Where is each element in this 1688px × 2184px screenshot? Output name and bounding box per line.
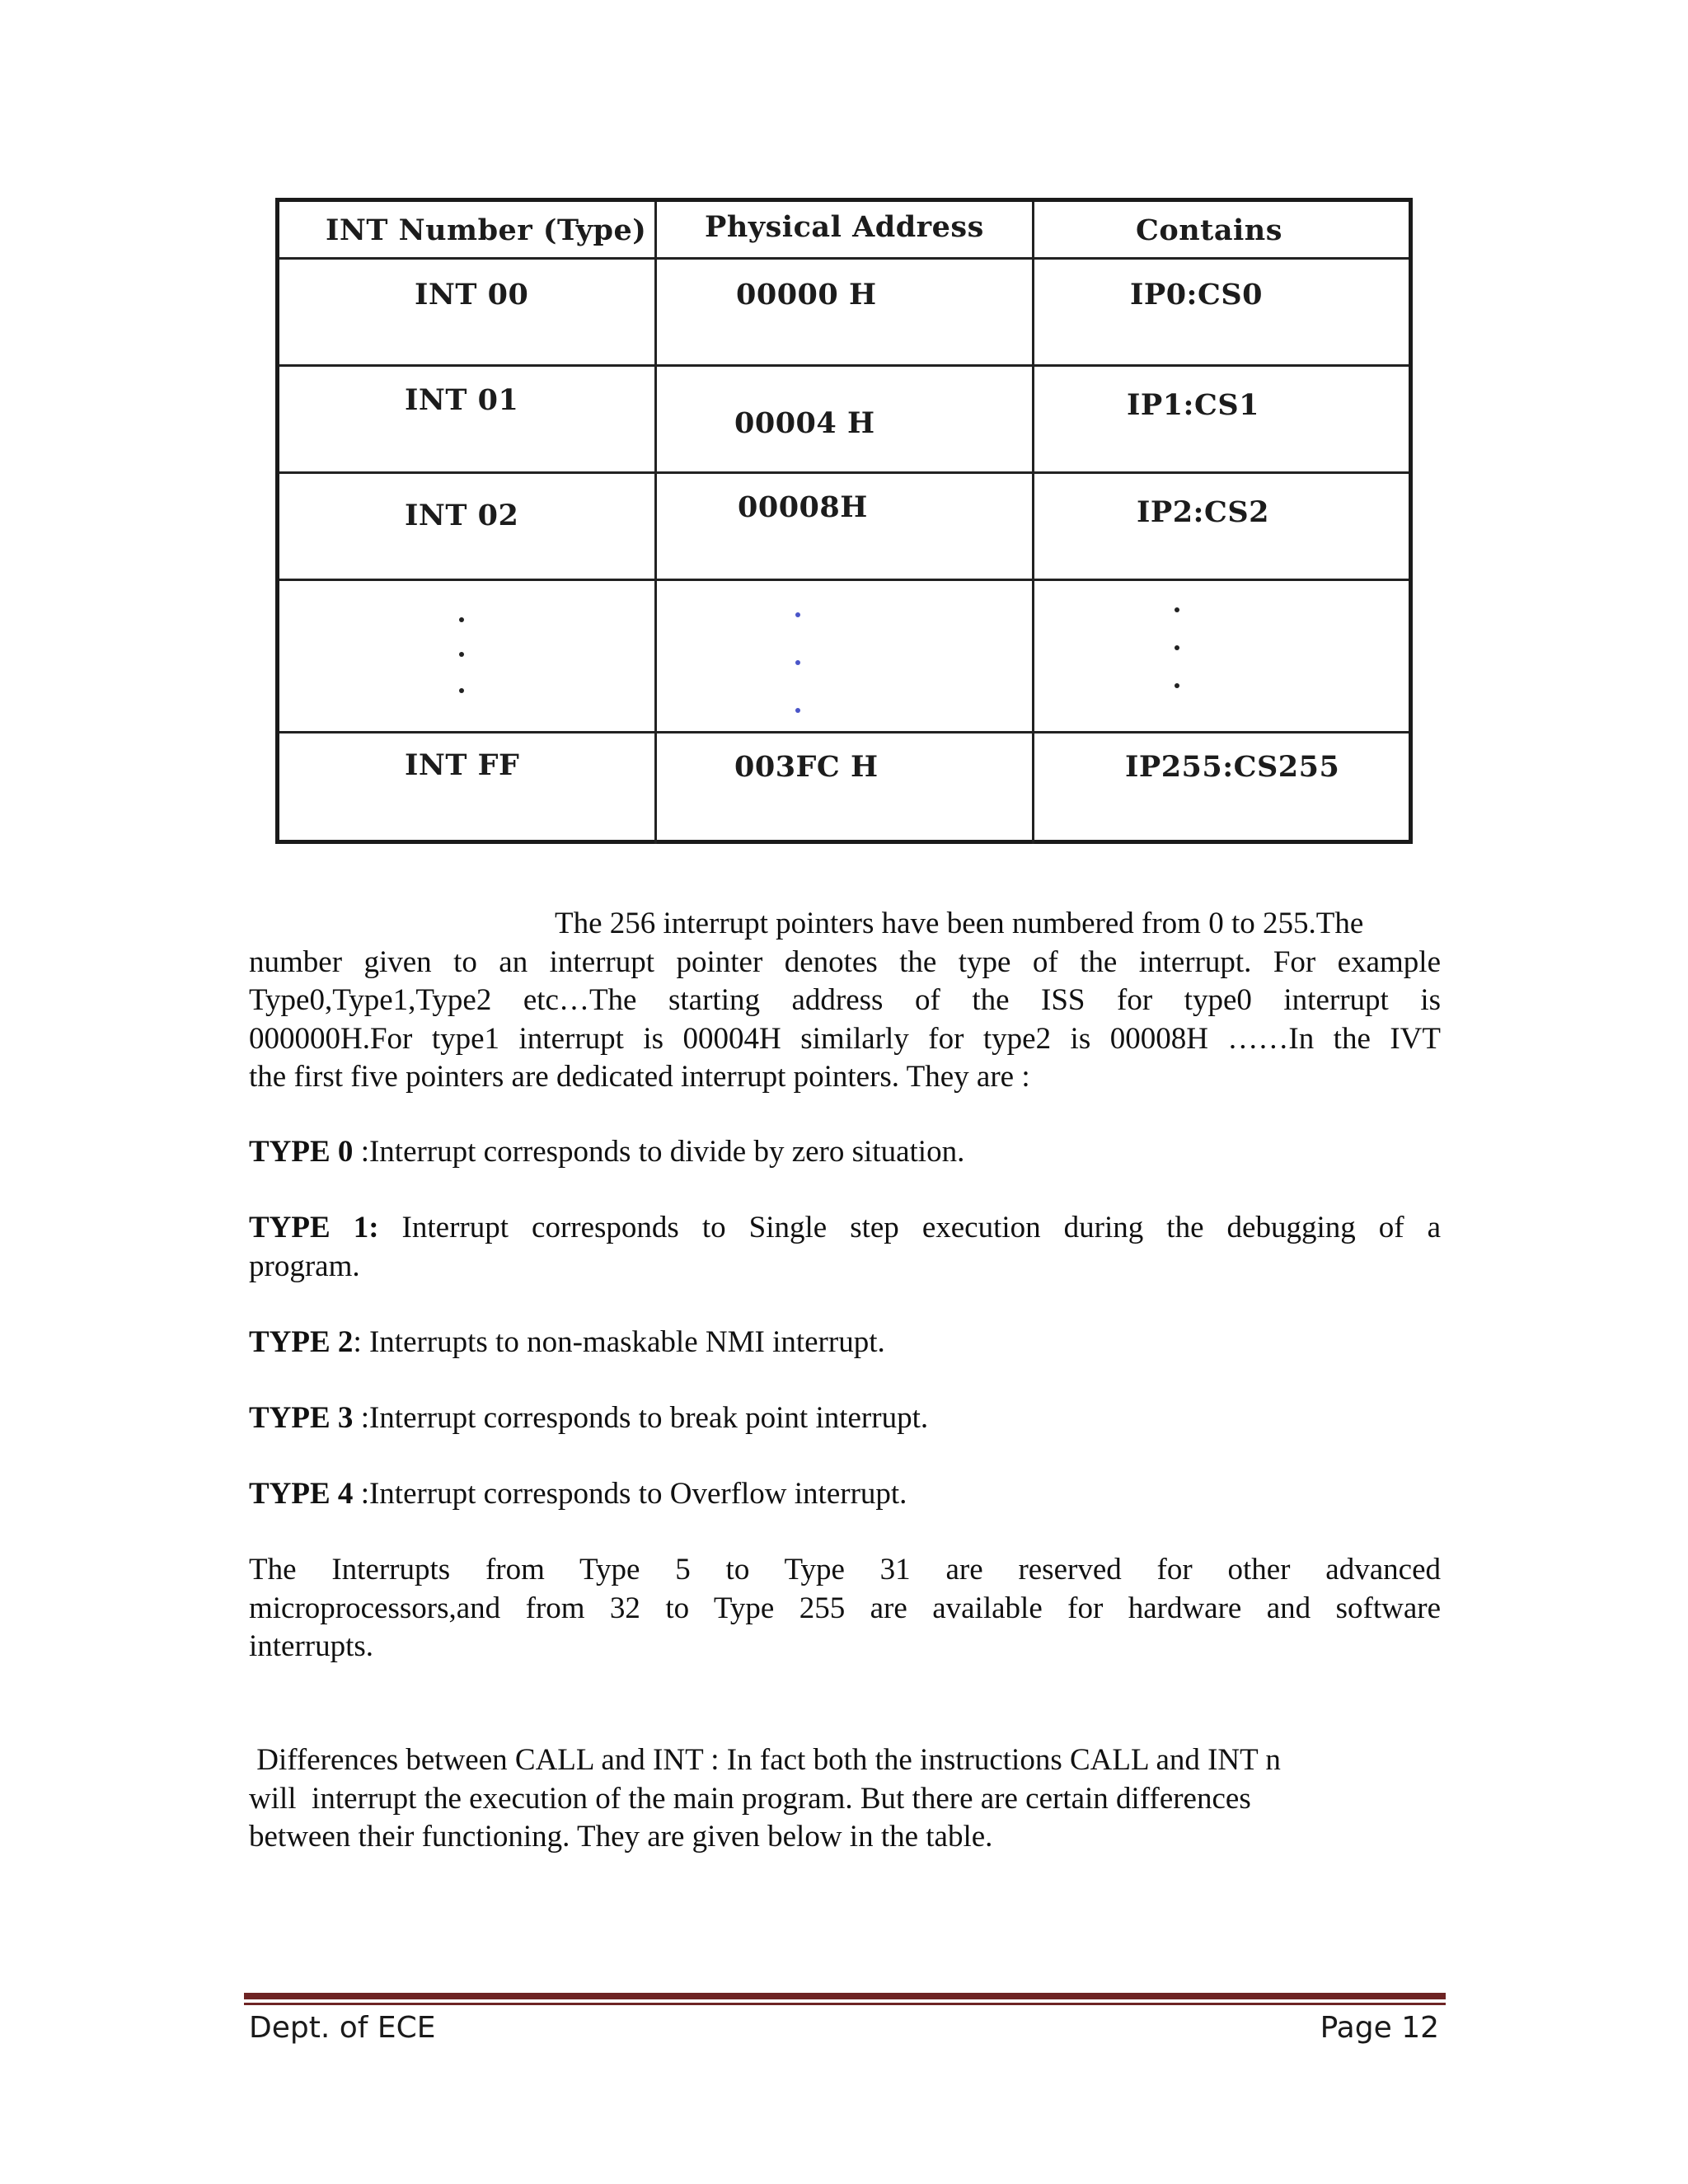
header-contains: Contains — [1136, 213, 1282, 247]
header-int-number: INT Number (Type) — [326, 213, 647, 247]
table-header-row — [279, 202, 1409, 260]
type-label: TYPE 3 — [249, 1401, 354, 1435]
header-physical-address: Physical Address — [705, 210, 984, 244]
type-description: Interrupt corresponds to Single step execution during the debugging of a — [378, 1211, 1442, 1244]
reserved-line: The Interrupts from Type 5 to Type 31 are reserved for other advanced — [249, 1553, 1441, 1586]
reserved-paragraph — [249, 1551, 1441, 1666]
intro-line: number given to an interrupt pointer denotes the type of the interrupt. For example — [249, 944, 1441, 979]
int-number-cell: INT 02 — [405, 499, 519, 532]
physical-address-cell: 003FC H — [734, 750, 879, 784]
physical-address-cell: 00004 H — [734, 406, 875, 440]
contains-cell: IP0:CS0 — [1130, 278, 1263, 312]
type-label: TYPE 4 — [249, 1477, 354, 1511]
int-number-cell: INT 01 — [405, 383, 519, 417]
physical-address-cell: 00000 H — [736, 278, 877, 312]
table-row — [279, 733, 1409, 844]
footer-page-number: Page 12 — [1320, 2011, 1439, 2045]
intro-line: the first five pointers are dedicated interrupt pointers. They are : — [249, 1060, 1030, 1094]
type-4-paragraph — [249, 1475, 1441, 1514]
type-label: TYPE 0 — [249, 1135, 354, 1169]
int-number-cell: INT FF — [405, 748, 520, 782]
type-description: :Interrupt corresponds to Overflow interrupt. — [353, 1477, 907, 1511]
table-row — [279, 260, 1409, 367]
footer-department: Dept. of ECE — [249, 2011, 436, 2045]
contains-cell: IP255:CS255 — [1125, 750, 1340, 784]
type-description: :Interrupt corresponds to divide by zero situation. — [353, 1135, 965, 1169]
differences-line: Differences between CALL and INT : In fact both the instructions CALL and INT n — [249, 1743, 1281, 1777]
differences-line: will interrupt the execution of the main program. But there are certain differences — [249, 1781, 1251, 1816]
physical-address-cell: 00008H — [738, 490, 868, 524]
intro-line: Type0,Type1,Type2 etc…The starting address of the ISS for type0 interrupt is — [249, 983, 1441, 1017]
type-0-paragraph — [249, 1133, 1441, 1172]
table-row — [279, 367, 1409, 474]
type-3-paragraph — [249, 1399, 1441, 1438]
differences-paragraph — [249, 1741, 1441, 1857]
ellipsis-row — [279, 581, 1409, 733]
table-row — [279, 474, 1409, 581]
contains-cell: IP1:CS1 — [1127, 388, 1259, 422]
type-label: TYPE 1: — [249, 1211, 379, 1244]
reserved-line: interrupts. — [249, 1629, 374, 1663]
differences-line: between their functioning. They are given below in the table. — [249, 1820, 993, 1854]
intro-paragraph — [249, 905, 1441, 1097]
ivt-table — [275, 198, 1413, 844]
type-description: program. — [249, 1249, 360, 1283]
footer-rule-thin — [244, 2003, 1446, 2005]
intro-line: 000000H.For type1 interrupt is 00004H similarly for type2 is 00008H ……In the IVT — [249, 1021, 1441, 1056]
int-number-cell: INT 00 — [415, 278, 529, 312]
type-1-paragraph — [249, 1209, 1441, 1286]
type-description: : Interrupts to non-maskable NMI interrupt. — [353, 1325, 885, 1359]
type-label: TYPE 2 — [249, 1325, 354, 1359]
reserved-line: microprocessors,and from 32 to Type 255 are available for hardware and software — [249, 1591, 1441, 1625]
footer-rule-thick — [244, 1993, 1446, 1999]
type-2-paragraph — [249, 1324, 1441, 1362]
contains-cell: IP2:CS2 — [1137, 495, 1269, 529]
intro-line: The 256 interrupt pointers have been numbered from 0 to 255.The — [555, 907, 1364, 940]
type-description: :Interrupt corresponds to break point interrupt. — [353, 1401, 929, 1435]
